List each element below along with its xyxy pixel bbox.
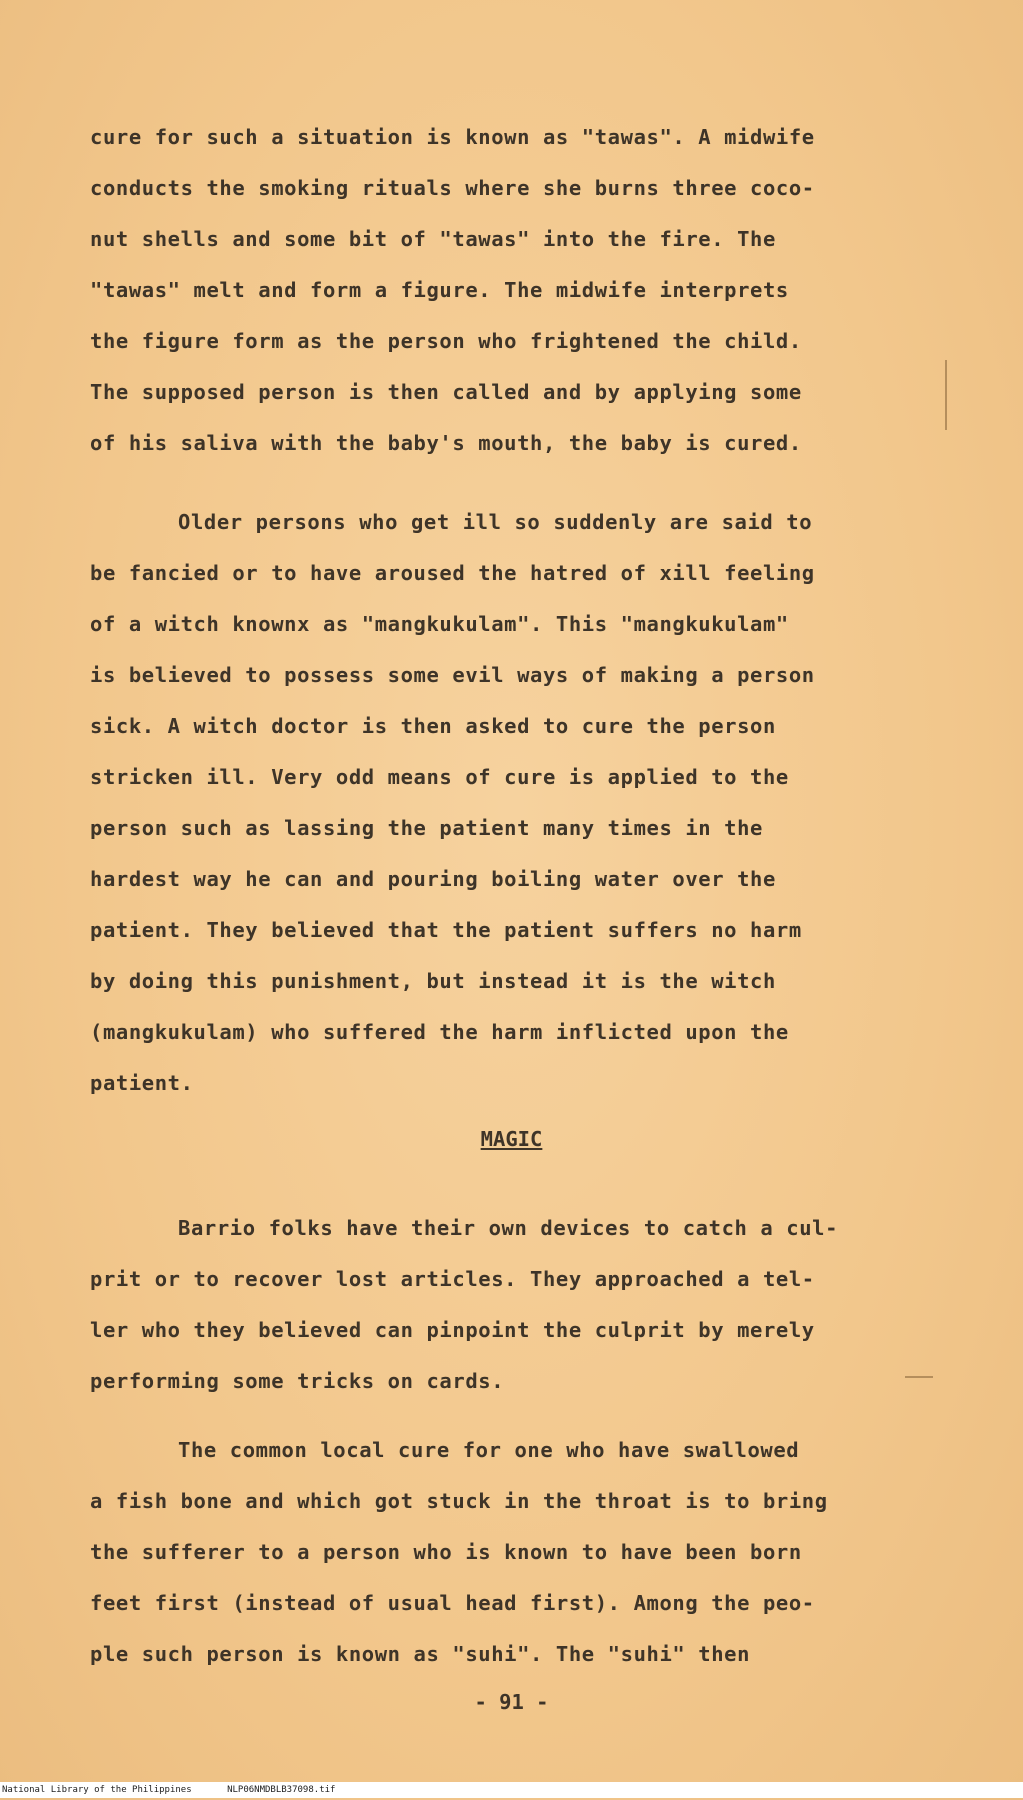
text-line: (mangkukulam) who suffered the harm inflicted upon the: [90, 1020, 789, 1044]
text-line: be fancied or to have aroused the hatred of xill feeling: [90, 561, 815, 585]
text-line: hardest way he can and pouring boiling water over the: [90, 867, 776, 891]
text-line: of a witch knownx as "mangkukulam". This "mangkukulam": [90, 612, 789, 636]
margin-mark: [905, 1376, 933, 1378]
text-line: "tawas" melt and form a figure. The midwife interprets: [90, 278, 789, 302]
paragraph-culprit-teller: [90, 1203, 940, 1407]
text-line: cure for such a situation is known as "tawas". A midwife: [90, 125, 815, 149]
footer-source: National Library of the Philippines: [2, 1785, 192, 1795]
text-line: the figure form as the person who frightened the child.: [90, 329, 802, 353]
text-line: a fish bone and which got stuck in the throat is to bring: [90, 1489, 828, 1513]
text-line: The common local cure for one who have swallowed: [178, 1438, 800, 1462]
section-heading: MAGIC: [480, 1127, 543, 1151]
text-line: sick. A witch doctor is then asked to cure the person: [90, 714, 776, 738]
page-number: - 91 -: [474, 1690, 549, 1714]
text-line: performing some tricks on cards.: [90, 1369, 505, 1393]
text-line: the sufferer to a person who is known to have been born: [90, 1540, 802, 1564]
paragraph-mangkukulam: [90, 497, 940, 1109]
margin-mark: [945, 360, 947, 430]
paragraph-fish-bone-cure: [90, 1425, 940, 1680]
text-line: patient. They believed that the patient suffers no harm: [90, 918, 802, 942]
footer-file: NLP06NMDBLB37098.tif: [227, 1785, 336, 1795]
text-line: The supposed person is then called and by applying some: [90, 380, 802, 404]
text-line: is believed to possess some evil ways of making a person: [90, 663, 815, 687]
text-line: by doing this punishment, but instead it is the witch: [90, 969, 776, 993]
text-line: of his saliva with the baby's mouth, the baby is cured.: [90, 431, 802, 455]
text-line: Older persons who get ill so suddenly are said to: [178, 510, 813, 534]
text-line: person such as lassing the patient many times in the: [90, 816, 763, 840]
text-line: prit or to recover lost articles. They approached a tel-: [90, 1267, 815, 1291]
paragraph-tawas-cure: [90, 112, 940, 469]
scan-footer: [0, 1782, 1023, 1798]
text-line: feet first (instead of usual head first). Among the peo-: [90, 1591, 815, 1615]
text-line: nut shells and some bit of "tawas" into the fire. The: [90, 227, 776, 251]
text-line: conducts the smoking rituals where she burns three coco-: [90, 176, 815, 200]
text-line: ler who they believed can pinpoint the culprit by merely: [90, 1318, 815, 1342]
text-line: patient.: [90, 1071, 194, 1095]
text-line: stricken ill. Very odd means of cure is applied to the: [90, 765, 789, 789]
text-line: Barrio folks have their own devices to catch a cul-: [178, 1216, 839, 1240]
text-line: ple such person is known as "suhi". The "suhi" then: [90, 1642, 751, 1666]
